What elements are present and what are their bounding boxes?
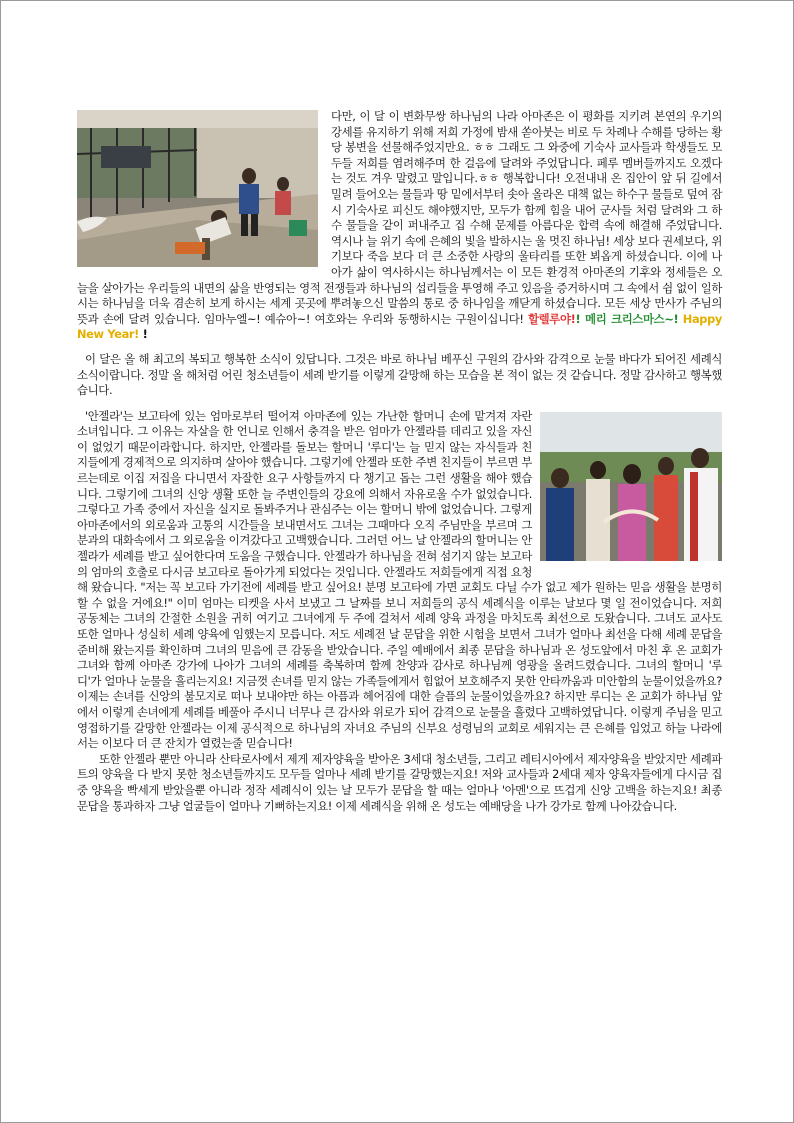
paragraph-flood-story: 다만, 이 달 이 변화무쌍 하나님의 나라 아마존은 이 평화를 지키려 본연의 우기의 강세를 유지하기 위해 저희 가정에 밤새 쏟아붓는 비로 두 차례나 수해를 당하는 황당 봉변을 선물해주었지만요. ㅎㅎ 그래도 그 와중에 기숙사 교사들과 학생들도 모두들 저희를 염려해주며 한 걸음에 달려와 주었답니다. 페루 멤버들까지도 오겠다는 것도 겨우 말렸고 말입니다.ㅎㅎ 행복합니다! 오전내내 온 집안이 앞 뒤 길에서 밀려 들어오는 물들과 땅 밑에서부터 솟아 올라온 대책 없는 하수구 물들로 덮여 잠시 기숙사로 피신도 해야했지만, 모두가 함께 힘을 내어 군사들 처럼 달려와 그 하수 물들을 같이 퍼내주고 집 수해 문제를 아름다운 합력 속에 해결해 주었답니다. 역시나 늘 위기 속에 은혜의 빛을 발하시는 울 멋진 하나님! 세상 보다 권세보다, 위기보다 죽음 보다 더 큰 소중한 사랑의 울타리를 또한 뵈옵게 하셨습니다. 이에 나아가 삶이 역사하시는 하나님께서는 이 모든 환경적 아마존의 기후와 정세들은 오늘을 살아가는 우리들의 내면의 삶을 반영되는 영적 전쟁들과 하나님의 섭리들을 투영해 주고 있음을 증거하시며 그 속에서 쉼 없이 일하시는 하나님을 더욱 겸손히 보게 하시는 세계 곳곳에 뿌려놓으신 말씀의 통로 중 하나임을 깨닫게 하셨습니다. 모든 세상 만사가 주님의 뜻과 손에 달려 있습니다. 임마누엘~! 예슈아~! 여호와는 우리와 동행하시는 구원이십니다! 할렐루야!! 메리 크리스마스~! Happy New Year! ! [77,109,722,342]
paragraph-angela-story: '안젤라'는 보고타에 있는 엄마로부터 떨어져 아마존에 있는 가난한 할머니 손에 맡겨져 자란 소녀입니다. 그 이유는 자살을 한 언니로 인해서 충격을 받은 엄마가 안젤라를 데리고 있을 자신이 없었기 때문이라합니다. 하지만, 안젤라를 돌보는 할머니 '루디'는 늘 믿지 않는 자식들과 친지들에게 경제적으로 의지하며 살아야 했습니다. 그렇기에 안젤라 또한 주변 친지들이 부르면 부르는데로 이집 저집을 다니면서 자잘한 요구 사항들까지 다 챙기고 돕는 그런 생활을 해야 했습니다. 그렇기에 그녀의 신앙 생활 또한 늘 주변인들의 강요에 의해서 자유로울 수가 없었습니다. 그렇다고 가족 중에서 자신을 실지로 돌봐주거나 관심주는 이는 할머니 밖에 없었습니다. 그렇게 아마존에서의 외로움과 고통의 시간들을 보내면서도 그녀는 그때마다 오직 주님만을 부르며 그분과의 대화속에서 그 외로움을 이겨갔다고 고백했습니다. 그러던 어느 날 안젤라의 할머니는 안젤라가 세례를 받고 싶어한다며 도움을 구했습니다. 안젤라가 하나님을 전혀 섬기지 않는 보고타의 엄마의 호출로 다시금 보고타로 돌아가게 되었다는 것입니다. 안젤라도 저희들에게 직접 요청해 왔습니다. "저는 꼭 보고타 가기전에 세례를 받고 싶어요! 분명 보고타에 가면 교회도 다닐 수가 없고 제가 원하는 믿음 생활을 분명히 할 수 없을 거에요!" 이미 엄마는 티켓을 사서 보냈고 그 날짜를 보니 저희들의 공식 세례식을 이루는 날보다 몇 일 전이었습니다. 저희 공동체는 그녀의 간절한 소원을 귀히 여기고 그녀에게 두 주에 걸쳐서 세례 양육 과정을 마치도록 최선으로 도왔습니다. 그녀도 교사도 또한 얼마나 성실히 세례 양육에 임했는지 모릅니다. 저도 세례전 날 문답을 위한 시험을 보면서 그녀가 얼마나 최선을 다해 세례 문답을 준비해 왔는지를 확인하며 그녀의 믿음에 큰 감동을 받았습니다. 주일 예배에서 최종 문답을 하나님과 온 성도앞에서 마친 후 온 교회가 그녀와 함께 아마존 강가에 나아가 그녀의 세례를 축복하며 함께 찬양과 감사로 하나님께 영광을 올려드렸습니다. 그녀의 할머니 '루디'가 얼마나 눈물을 흘리는지요! 지금껏 손녀를 믿지 않는 가족들에게서 힘없어 보호해주지 못한 안타까움과 미안함의 눈물이었을까요? 이제는 손녀를 신앙의 불모지로 떠나 보내야만 하는 아픔과 헤어짐에 대한 슬픔의 눈물이었을까요? 하지만 루디는 온 교회가 하나님 앞에서 이렇게 손녀에게 세례를 베풀아 주시니 너무나 큰 감사와 위로가 되어 감격으로 눈물을 흘렸다 고백하였답니다. 이렇게 주님을 믿고 영접하기를 갈망한 안젤라는 이제 공식적으로 하나님의 자녀요 주님의 신부요 성령님의 교회로 세워지는 큰 은혜를 입었고 하늘 나라에서는 이보다 더 큰 잔치가 열렸는줄 믿습니다! [77,408,722,751]
paragraph-baptism-news: 이 달은 올 해 최고의 복되고 행복한 소식이 있답니다. 그것은 바로 하나님 베푸신 구원의 감사와 감격으로 눈물 바다가 되어진 세례식 소식이랍니다. 정말 올 해처럼 어린 청소년들이 세례 받기를 이렇게 갈망해 하는 모습을 본 적이 없는 것 같습니다. 정말 감사하고 행복했습니다. [77,351,722,398]
baptism-photo [540,412,722,561]
flood-cleanup-photo [77,110,318,267]
paragraph-youth-baptism: 또한 안젤라 뿐만 아니라 산타로사에서 제게 제자양육을 받아온 3세대 청소년들, 그리고 레티시아에서 제자양육을 받았지만 세례파트의 양육을 다 받지 못한 청소년들까지도 모두들 얼마나 세례 받기를 갈망했는지요! 저와 교사들과 2세대 제자 양육자들에게 다시금 집중 양육을 빡세게 받았을뿐 아니라 정작 세례식이 있는 날 모두가 문답을 할 때는 얼마나 '아멘'으로 뜨겁게 신앙 고백을 하는지요! 최종 문답을 통과하자 그냥 얼굴들이 얼마나 기뻐하는지요! 이제 세례식을 위해 온 성도는 예배당을 나가 강가로 함께 나아갔습니다. [77,751,722,813]
greeting-exclamation: ! [139,327,148,342]
greeting-merry-christmas: ! 메리 크리스마스~! [575,311,679,326]
greeting-happy-new-year: Happy New Year! [77,311,722,342]
greeting-hallelujah: 할렐루야! [528,311,576,326]
letter-body [77,109,722,814]
